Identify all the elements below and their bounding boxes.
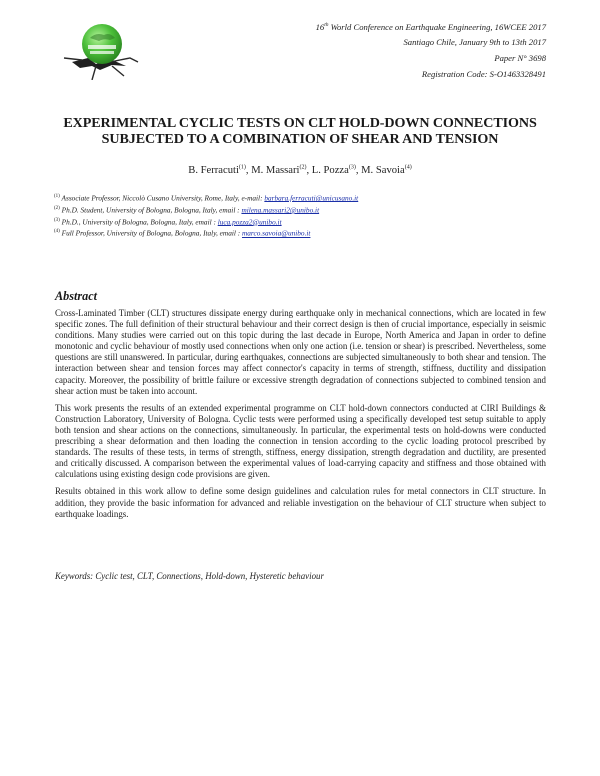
paper-number: Paper N° 3698 [494, 53, 546, 64]
registration-code: Registration Code: S-O1463328491 [421, 68, 546, 79]
author: M. Savoia$^{(4)}$ [361, 164, 412, 176]
abstract-paragraph: Cross-Laminated Timber (CLT) structures dissipate energy during earthquake only in mechanical connections, which are located in few specific zones. The full definition of their structural behaviour and their correct design is then of crucial importance, especially in seismic conditions. Many studies were carried out on this topic during the last decade in Europe, North America and Japan in order to define monotonic and cyclic behaviour of mostly used connections when only one action (i.e. tension or shear) is prescribed. Nevertheless, some questions are still unanswered. In particular, during earthquakes, connections are subjected simultaneously to both shear and tension. The interaction between shear and tension forces may affect connector's capacity in terms of strength, stiffness, ductility and dissipation capacity. Moreover, the possibility of brittle failure or excessive strength degradation of connections subjected to combined tension and shear action must be taken into account. [55, 308, 546, 396]
affiliations [54, 192, 358, 239]
paper-title [50, 115, 550, 147]
conference-name: 16th World Conference on Earthquake Engineering, 16WCEE 2017 [315, 21, 546, 32]
email-link[interactable]: barbara.ferracuti@unicusano.it [264, 193, 359, 203]
email-link[interactable]: marco.savoia@unibo.it [241, 228, 311, 238]
abstract-paragraph: This work presents the results of an extended experimental programme on CLT hold-down connectors conducted at CIRI Buildings & Construction Laboratory, University of Bologna. Cyclic tests were performed using a specifically developed test setup suitable to apply both tension and shear actions on the connections, simultaneously. In particular, the experimental tests on hold-downs were conducted prescribing a shear deformation and then loading the connection in tension according to the cyclic loading protocol prescribed by standards. The results of these tests, in terms of strength, stiffness, energy dissipation, strength degradation and ductility, are presented and critically discussed. A comparison between the experimental values of load-carrying capacity and stiffness and those obtained with calculations using existing design code provisions are given. [55, 402, 546, 480]
email-link[interactable]: luca.pozza2@unibo.it [217, 217, 282, 227]
affiliation: $^{(1)}$ Associate Professor, Niccolò Cusano University, Rome, Italy, e-mail: barbara.ferracuti@unicusano.it [54, 193, 359, 203]
conference-logo [52, 10, 148, 80]
title-line-1: EXPERIMENTAL CYCLIC TESTS ON CLT HOLD-DOWN CONNECTIONS [63, 115, 537, 131]
conference-header [316, 18, 546, 82]
author: B. Ferracuti$^{(1)}$, [188, 164, 252, 176]
globe-crack-logo-icon [52, 10, 148, 80]
title-line-2: SUBJECTED TO A COMBINATION OF SHEAR AND TENSION [101, 131, 499, 147]
affiliation: $^{(3)}$ Ph.D., University of Bologna, Bologna, Italy, email : luca.pozza2@unibo.it [54, 217, 282, 227]
keywords: Keywords: Cyclic test, CLT, Connections, Hold-down, Hysteretic behaviour [55, 571, 324, 581]
author: L. Pozza$^{(3)}$, [311, 164, 362, 176]
author-list [0, 164, 600, 176]
author: M. Massari$^{(2)}$, [251, 164, 312, 176]
affiliation: $^{(4)}$ Full Professor, University of Bologna, Bologna, Italy, email : marco.savoia@unibo.it [54, 228, 311, 238]
affiliation: $^{(2)}$ Ph.D. Student, University of Bologna, Bologna, Italy, email : milena.massari2@unibo.it [54, 205, 320, 215]
conference-location-date: Santiago Chile, January 9th to 13th 2017 [403, 37, 546, 48]
abstract-heading: Abstract [55, 289, 97, 303]
abstract-body [55, 308, 546, 526]
email-link[interactable]: milena.massari2@unibo.it [241, 205, 320, 215]
abstract-paragraph: Results obtained in this work allow to define some design guidelines and calculation rules for metal connectors in CLT structure. In addition, they provide the basic information for advanced and reliable investigation on the behaviour of CLT structure when subject to earthquake loadings. [55, 486, 546, 519]
